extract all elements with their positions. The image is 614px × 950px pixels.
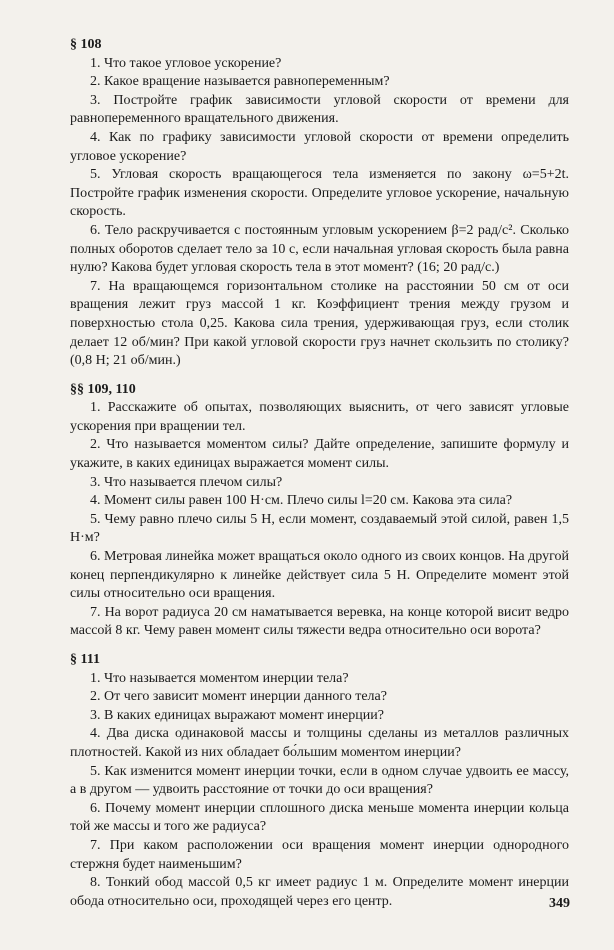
question: 4. Как по графику зависимости угловой скорости от времени определить угловое ускорение?	[70, 129, 569, 164]
section-109-110	[70, 381, 569, 641]
question: 6. Почему момент инерции сплошного диска меньше момента инерции кольца той же массы и того же радиуса?	[70, 800, 569, 835]
section-title: §§ 109, 110	[70, 381, 136, 397]
question: 4. Два диска одинаковой массы и толщины сделаны из металлов различных плотностей. Какой из них обладает бо́льшим моментом инерции?	[70, 726, 569, 760]
question: 6. Тело раскручивается с постоянным угловым ускорением β=2 рад/с². Сколько полных оборотов сделает тело за 10 с, если начальная угловая скорость была равна нулю? Какова будет угловая скорость тела в этот момент? (16; 20 рад/с.)	[70, 222, 569, 276]
section-111	[70, 651, 569, 911]
question: 3. Что называется плечом силы?	[90, 474, 283, 490]
page-number: 349	[549, 896, 570, 911]
question: 6. Метровая линейка может вращаться около одного из своих концов. На другой конец перпендикулярно к линейке действует сила 5 Н. Определите момент этой силы относительно оси вращения.	[70, 549, 569, 602]
question: 5. Угловая скорость вращающегося тела изменяется по закону ω=5+2t. Постройте график изменения скорости. Определите угловое ускорение, начальную скорость.	[70, 167, 569, 220]
question: 3. В каких единицах выражают момент инерции?	[90, 707, 384, 723]
section-title: § 108	[70, 37, 102, 52]
section-108	[70, 36, 569, 371]
question: 2. Что называется моментом силы? Дайте определение, запишите формулу и укажите, в каких единицах выражается момент силы.	[70, 437, 569, 472]
question: 1. Что называется моментом инерции тела?	[90, 670, 349, 686]
question: 4. Момент силы равен 100 Н·см. Плечо силы l=20 см. Какова эта сила?	[90, 493, 513, 509]
question: 8. Тонкий обод массой 0,5 кг имеет радиус 1 м. Определите момент инерции обода относительно оси, проходящей через его центр.	[70, 875, 569, 909]
question: 1. Что такое угловое ускорение?	[90, 55, 282, 71]
question: 2. От чего зависит момент инерции данного тела?	[90, 689, 387, 705]
question: 5. Чему равно плечо силы 5 Н, если момент, создаваемый этой силой, равен 1,5 Н·м?	[70, 511, 569, 546]
section-title: § 111	[70, 652, 100, 667]
question: 5. Как изменится момент инерции точки, если в одном случае удвоить ее массу, а в другом — удвоить расстояние от точки до оси вращения?	[70, 763, 569, 798]
question: 7. На ворот радиуса 20 см наматывается веревка, на конце которой висит ведро массой 8 кг. Чему равен момент силы тяжести ведра относительно оси ворота?	[70, 604, 569, 639]
question: 2. Какое вращение называется равнопеременным?	[90, 74, 390, 90]
question: 3. Постройте график зависимости угловой скорости от времени для равнопеременного вращательного движения.	[70, 92, 569, 127]
question: 1. Расскажите об опытах, позволяющих выяснить, от чего зависят угловые ускорения при вращении тел.	[70, 400, 569, 434]
question: 7. При каком расположении оси вращения момент инерции однородного стержня будет наименьшим?	[70, 837, 569, 872]
question: 7. На вращающемся горизонтальном столике на расстоянии 50 см от оси вращения лежит груз массой 1 кг. Коэффициент трения между грузом и поверхностью стола 0,25. Какова сила трения, удерживающая груз, если столик делает 12 об/мин? При какой угловой скорости груз начнет скользить по столику? (0,8 Н; 21 об/мин.)	[70, 278, 569, 369]
